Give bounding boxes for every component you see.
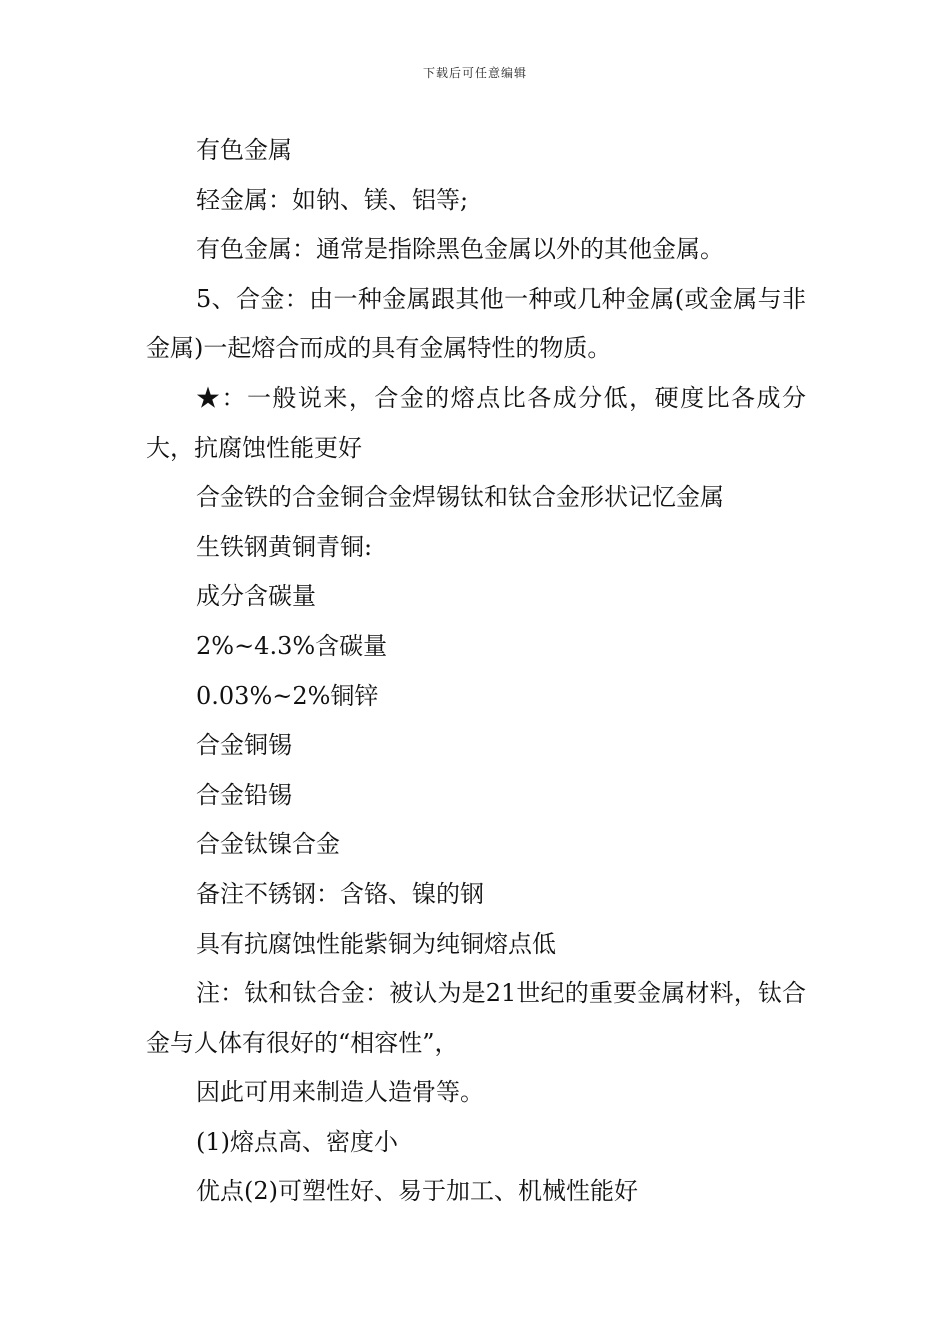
paragraph-alloy-properties: ★：一般说来，合金的熔点比各成分低，硬度比各成分大，抗腐蚀性能更好 bbox=[146, 383, 806, 462]
paragraph-alloy-definition: 5、合金：由一种金属跟其他一种或几种金属(或金属与非金属)一起熔合而成的具有金属特性的物质。 bbox=[146, 284, 806, 363]
paragraph-artificial-bone: 因此可用来制造人造骨等。 bbox=[196, 1078, 484, 1107]
paragraph-steel-carbon: 0.03%~2%铜锌 bbox=[196, 681, 379, 710]
paragraph-nonferrous-definition: 有色金属：通常是指除黑色金属以外的其他金属。 bbox=[196, 235, 724, 264]
paragraph-light-metals: 轻金属：如钠、镁、铝等; bbox=[196, 185, 469, 214]
document-body bbox=[146, 126, 806, 1217]
paragraph-stainless-steel: 备注不锈钢：含铬、镍的钢 bbox=[196, 879, 484, 908]
paragraph-titanium-note: 注：钛和钛合金：被认为是21世纪的重要金属材料，钛合金与人体有很好的“相容性”， bbox=[146, 979, 806, 1057]
paragraph-nonferrous-heading: 有色金属 bbox=[196, 136, 292, 164]
page-header: 下载后可任意编辑 bbox=[422, 66, 527, 80]
paragraph-alloy-types: 合金铁的合金铜合金焊锡钛和钛合金形状记忆金属 bbox=[196, 483, 724, 512]
paragraph-advantage-1: (1)熔点高、密度小 bbox=[196, 1127, 398, 1156]
paragraph-titanium-nickel: 合金钛镍合金 bbox=[196, 830, 340, 859]
paragraph-pig-iron-carbon: 2%~4.3%含碳量 bbox=[196, 631, 388, 660]
paragraph-bronze: 合金铜锡 bbox=[196, 731, 292, 760]
paragraph-corrosion-resistance: 具有抗腐蚀性能紫铜为纯铜熔点低 bbox=[196, 929, 556, 958]
paragraph-iron-copper-alloys: 生铁钢黄铜青铜: bbox=[196, 532, 373, 561]
paragraph-composition: 成分含碳量 bbox=[196, 582, 316, 611]
paragraph-advantage-2: 优点(2)可塑性好、易于加工、机械性能好 bbox=[196, 1177, 638, 1206]
paragraph-solder: 合金铅锡 bbox=[196, 780, 292, 809]
